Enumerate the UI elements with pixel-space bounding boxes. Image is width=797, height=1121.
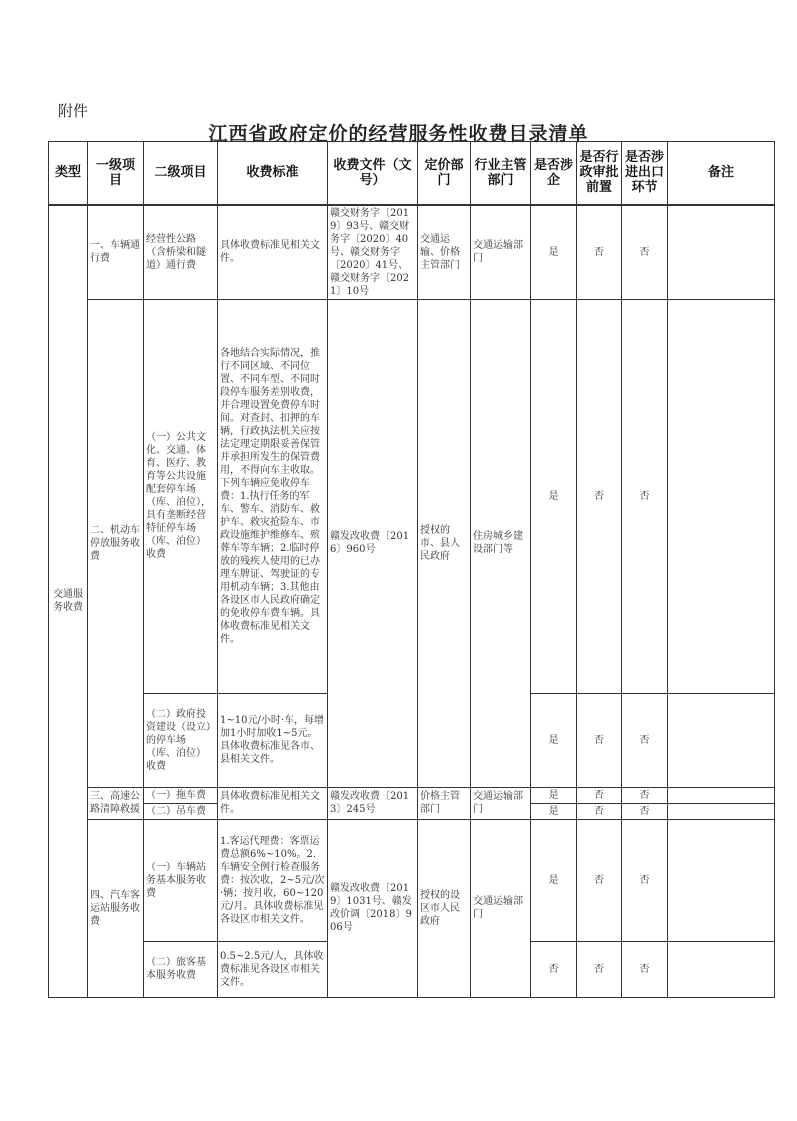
r1-enterprise: 是	[531, 205, 577, 300]
r6-import-export: 否	[622, 819, 668, 941]
r3-remarks	[668, 693, 775, 787]
r1-remarks	[668, 205, 775, 300]
r2-import-export: 否	[622, 299, 668, 693]
r3-approval: 否	[577, 693, 622, 787]
r3-standard: 1~10元/小时·车，每增加1小时加收1~5元。具体收费标准见各市、县相关文件。	[218, 693, 328, 787]
r5-remarks	[668, 803, 775, 819]
header-level1: 一级项目	[88, 142, 144, 205]
r2-pricing-dept: 授权的市、县人民政府	[418, 299, 471, 787]
fee-catalog-table	[48, 141, 775, 998]
r2-level1: 二、机动车停放服务收费	[88, 299, 144, 787]
r1-document: 赣交财务字〔2019〕93号、赣交财务字〔2020〕40号、赣交财务字〔2020〕41号、赣交财务字〔2021〕10号	[328, 205, 418, 300]
r2-standard: 各地结合实际情况，推行不同区域、不同位置、不同车型、不同时段停车服务差别收费，并合理设置免费停车时间。对查封、扣押的车辆，行政执法机关应按法定理定期限妥善保管并承担所发生的保管费用，不得向车主收取。下列车辆应免收停车费：1.执行任务的军车、警车、消防车、救护车、救灾抢险车、市政设施维护维修车、殡葬车等车辆；2.临时停放的残疾人使用的已办理车牌证、驾驶证的专用机动车辆；3.其他由各设区市人民政府确定的免收停车费车辆。具体收费标准见相关文件。	[218, 299, 328, 693]
r6-pricing-dept: 授权的设区市人民政府	[418, 819, 471, 997]
table-row	[49, 819, 775, 941]
r7-import-export: 否	[622, 941, 668, 997]
r7-approval: 否	[577, 941, 622, 997]
r4-industry-dept: 交通运输部门	[471, 787, 531, 819]
r6-standard: 1.客运代理费：客票运费总额6%~10%。2.车辆安全例行检查服务费：按次收，2~5元/次·辆；按月收，60~120元/月。具体收费标准见各设区市相关文件。	[218, 819, 328, 941]
r6-document: 赣发改收费〔2019〕1031号、赣发改价调〔2018〕906号	[328, 819, 418, 997]
r4-remarks	[668, 787, 775, 803]
table-row	[49, 205, 775, 300]
r4-level2: （一）拖车费	[144, 787, 218, 803]
r2-document: 赣发改收费〔2016〕960号	[328, 299, 418, 787]
r7-standard: 0.5~2.5元/人，具体收费标准见各设区市相关文件。	[218, 941, 328, 997]
r1-import-export: 否	[622, 205, 668, 300]
r2-remarks	[668, 299, 775, 693]
r2-level2: （一）公共文化、交通、体育、医疗、教育等公共设施配套停车场（库、泊位），具有垄断经营特征停车场（库、泊位）收费	[144, 299, 218, 693]
r4-approval: 否	[577, 787, 622, 803]
r7-remarks	[668, 941, 775, 997]
header-document: 收费文件（文号）	[328, 142, 418, 205]
r3-import-export: 否	[622, 693, 668, 787]
table-row	[49, 299, 775, 693]
r1-industry-dept: 交通运输部门	[471, 205, 531, 300]
category-cell: 交通服务收费	[49, 205, 88, 998]
r7-level2: （二）旅客基本服务收费	[144, 941, 218, 997]
r1-level2: 经营性公路（含桥梁和隧道）通行费	[144, 205, 218, 300]
table-row	[49, 787, 775, 803]
r5-level2: （二）吊车费	[144, 803, 218, 819]
r2-approval: 否	[577, 299, 622, 693]
r4-level1: 三、高速公路清障救援	[88, 787, 144, 819]
header-import-export: 是否涉进出口环节	[622, 142, 668, 205]
header-pricing-dept: 定价部门	[418, 142, 471, 205]
r6-approval: 否	[577, 819, 622, 941]
r2-industry-dept: 住房城乡建设部门等	[471, 299, 531, 787]
r6-level2: （一）车辆站务基本服务收费	[144, 819, 218, 941]
r3-enterprise: 是	[531, 693, 577, 787]
page-title: 江西省政府定价的经营服务性收费目录清单	[208, 123, 589, 145]
r4-document: 赣发改收费〔2013〕245号	[328, 787, 418, 819]
r5-enterprise: 是	[531, 803, 577, 819]
header-standard: 收费标准	[218, 142, 328, 205]
header-level2: 二级项目	[144, 142, 218, 205]
header-remarks: 备注	[668, 142, 775, 205]
r4-standard: 具体收费标准见相关文件。	[218, 787, 328, 819]
r4-import-export: 否	[622, 787, 668, 803]
r3-level2: （二）政府投资建设（设立）的停车场（库、泊位）收费	[144, 693, 218, 787]
r5-import-export: 否	[622, 803, 668, 819]
r4-pricing-dept: 价格主管部门	[418, 787, 471, 819]
r2-enterprise: 是	[531, 299, 577, 693]
header-type: 类型	[49, 142, 88, 205]
r1-approval: 否	[577, 205, 622, 300]
header-industry-dept: 行业主管部门	[471, 142, 531, 205]
r6-enterprise: 是	[531, 819, 577, 941]
r5-approval: 否	[577, 803, 622, 819]
r6-industry-dept: 交通运输部门	[471, 819, 531, 997]
header-approval: 是否行政审批前置	[577, 142, 622, 205]
r4-enterprise: 是	[531, 787, 577, 803]
r6-remarks	[668, 819, 775, 941]
r7-enterprise: 否	[531, 941, 577, 997]
header-row	[49, 142, 775, 205]
r6-level1: 四、汽车客运站服务收费	[88, 819, 144, 997]
r1-standard: 具体收费标准见相关文件。	[218, 205, 328, 300]
r1-level1: 一、车辆通行费	[88, 205, 144, 300]
header-enterprise: 是否涉企	[531, 142, 577, 205]
r1-pricing-dept: 交通运输、价格主管部门	[418, 205, 471, 300]
attachment-label: 附件	[58, 102, 89, 120]
